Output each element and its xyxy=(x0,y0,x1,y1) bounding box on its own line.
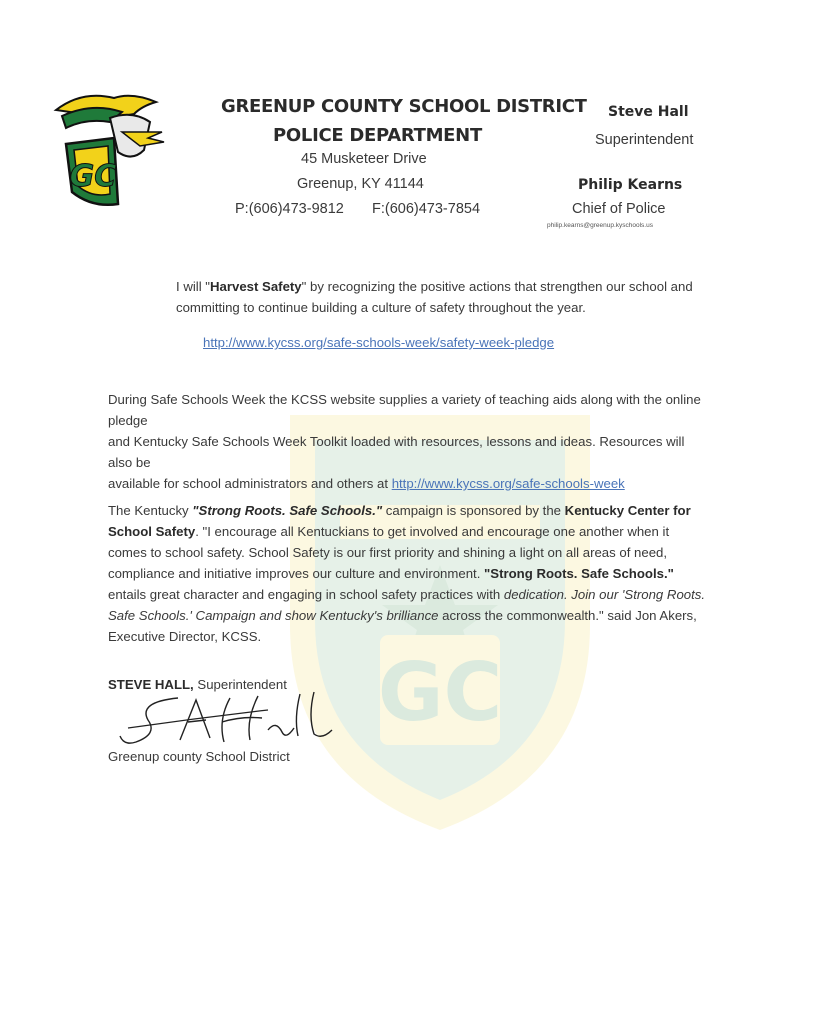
campaign-sponsor: Kentucky Center for School Safety xyxy=(108,503,691,539)
superintendent-name: Steve Hall xyxy=(608,104,689,120)
campaign-slogan-1: "Strong Roots. Safe Schools." xyxy=(192,503,383,518)
fax-number: F:(606)473-7854 xyxy=(372,201,481,217)
safe-schools-week-link[interactable]: http://www.kycss.org/safe-schools-week xyxy=(391,476,625,491)
chief-email: philip.kearns@greenup.kyschools.us xyxy=(547,222,653,229)
chief-title: Chief of Police xyxy=(572,201,666,217)
week-paragraph xyxy=(108,389,708,494)
campaign-paragraph xyxy=(108,500,708,647)
watermark-text: GC xyxy=(377,646,503,739)
pledge-link[interactable]: http://www.kycss.org/safe-schools-week/safety-week-pledge xyxy=(203,335,555,350)
pledge-paragraph xyxy=(176,276,716,318)
superintendent-title: Superintendent xyxy=(595,132,694,148)
department-name: POLICE DEPARTMENT xyxy=(273,125,482,146)
signer-title: Superintendent xyxy=(193,677,287,692)
week-line-2: and Kentucky Safe Schools Week Toolkit loaded with resources, lessons and ideas. Resources will also be xyxy=(108,434,685,470)
campaign-text-3: . "I encourage all Kentuckians to get involved and encourage one another when it comes to school safety. School Safety is our first priority and shining a light on all areas of need, compliance and initiative improves our culture and environment. xyxy=(108,524,670,581)
district-name: GREENUP COUNTY SCHOOL DISTRICT xyxy=(221,96,587,117)
campaign-slogan-2: "Strong Roots. Safe Schools." xyxy=(484,566,674,581)
address-city: Greenup, KY 41144 xyxy=(297,176,424,192)
campaign-text-5: across the commonwealth." said Jon Akers, Executive Director, KCSS. xyxy=(108,608,697,644)
campaign-italic-text: dedication. Join our 'Strong Roots. Safe Schools.' Campaign and show Kentucky's brilliance xyxy=(108,587,706,623)
week-line-3 xyxy=(108,473,708,494)
address-street: 45 Musketeer Drive xyxy=(301,151,427,167)
pledge-highlight: Harvest Safety xyxy=(210,279,302,294)
handwritten-signature-icon xyxy=(118,690,358,752)
campaign-text-1: The Kentucky xyxy=(108,503,193,518)
pledge-text-before: I will " xyxy=(176,279,210,294)
gc-musketeer-logo-icon xyxy=(52,88,170,210)
campaign-text-4: entails great character and engaging in school safety practices with xyxy=(108,587,504,602)
campaign-text-2: campaign is sponsored by the xyxy=(382,503,565,518)
pledge-text-after: " by recognizing the positive actions that strengthen our school and committing to continue building a culture of safety throughout the year. xyxy=(176,279,693,315)
signer-organization: Greenup county School District xyxy=(108,749,290,764)
chief-name: Philip Kearns xyxy=(578,177,683,193)
week-line-3-text: available for school administrators and others at xyxy=(108,476,392,491)
signer-name: STEVE HALL, xyxy=(108,677,194,692)
logo-text: GC xyxy=(69,159,117,194)
phone-number: P:(606)473-9812 xyxy=(235,201,344,217)
week-line-1: During Safe Schools Week the KCSS website supplies a variety of teaching aids along with the online pledge xyxy=(108,392,701,428)
